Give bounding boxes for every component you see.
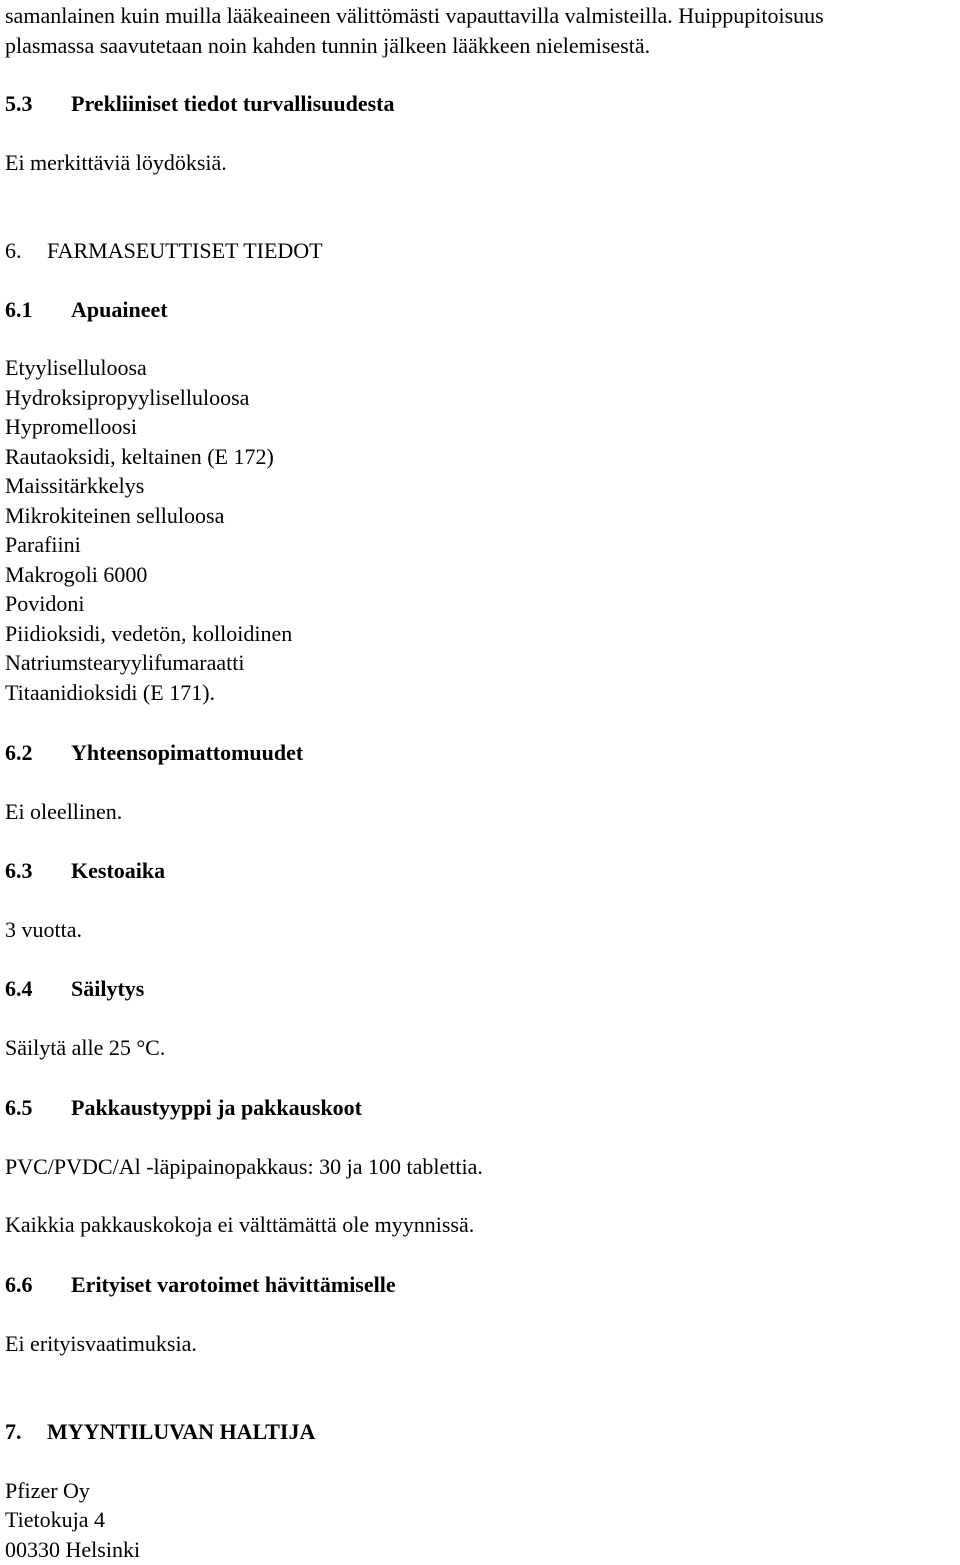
heading-title: Apuaineet [71, 297, 168, 322]
list-item: Maissitärkkelys [5, 473, 145, 498]
list-item: Mikrokiteinen selluloosa [5, 502, 225, 528]
list-item: Piidioksidi, vedetön, kolloidinen [5, 620, 293, 646]
heading-number: 6.3 [5, 858, 33, 883]
heading-number: 6.6 [5, 1272, 33, 1297]
list-item: Natriumstearyylifumaraatti [5, 650, 245, 675]
address-street: Tietokuja 4 [5, 1507, 106, 1532]
paragraph-6-3: 3 vuotta. [5, 917, 82, 942]
list-item: Rautaoksidi, keltainen (E 172) [5, 443, 274, 469]
intro-line-1: samanlainen kuin muilla lääkeaineen välittömästi vapauttavilla valmisteilla. Huippupitoisuus [5, 3, 824, 28]
excipient-list [5, 353, 292, 707]
list-item: Parafiini [5, 532, 81, 557]
paragraph-6-4: Säilytä alle 25 °C. [5, 1035, 166, 1060]
heading-number: 7. [5, 1419, 22, 1444]
heading-title: Säilytys [71, 976, 145, 1001]
paragraph-6-6: Ei erityisvaatimuksia. [5, 1331, 197, 1356]
paragraph-6-2: Ei oleellinen. [5, 799, 123, 824]
heading-title: Erityiset varotoimet hävittämiselle [71, 1272, 396, 1297]
list-item: Hypromelloosi [5, 414, 137, 439]
heading-number: 6.4 [5, 976, 33, 1001]
intro-line-2: plasmassa saavutetaan noin kahden tunnin jälkeen lääkkeen nielemisestä. [5, 33, 651, 58]
heading-title: Pakkaustyyppi ja pakkauskoot [71, 1095, 363, 1120]
address-company: Pfizer Oy [5, 1478, 90, 1503]
heading-number: 6. [5, 238, 22, 263]
heading-number: 5.3 [5, 91, 33, 116]
paragraph-5-3: Ei merkittäviä löydöksiä. [5, 150, 227, 175]
list-item: Makrogoli 6000 [5, 561, 148, 587]
heading-title: Kestoaika [71, 858, 166, 883]
paragraph-6-5-packaging: PVC/PVDC/Al -läpipainopakkaus: 30 ja 100 tablettia. [5, 1154, 483, 1179]
list-item: Hydroksipropyyliselluloosa [5, 384, 250, 410]
heading-title: MYYNTILUVAN HALTIJA [47, 1419, 316, 1444]
heading-title: FARMASEUTTISET TIEDOT [47, 238, 323, 263]
address-city: 00330 Helsinki [5, 1537, 141, 1562]
heading-number: 6.5 [5, 1095, 33, 1120]
list-item: Povidoni [5, 591, 85, 616]
heading-title: Yhteensopimattomuudet [71, 740, 304, 765]
heading-number: 6.2 [5, 740, 33, 765]
list-item: Titaanidioksidi (E 171). [5, 679, 216, 705]
heading-title: Prekliiniset tiedot turvallisuudesta [71, 91, 395, 116]
heading-number: 6.1 [5, 297, 33, 322]
paragraph-6-5-availability: Kaikkia pakkauskokoja ei välttämättä ole myynnissä. [5, 1212, 475, 1237]
list-item: Etyyliselluloosa [5, 355, 147, 380]
